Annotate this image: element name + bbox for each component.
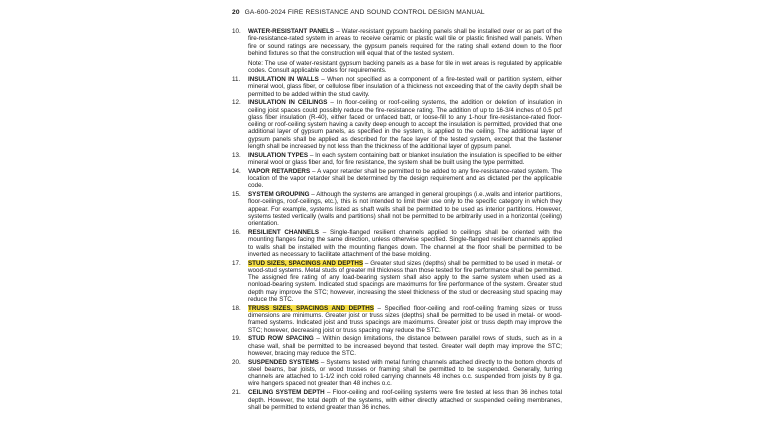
- item-number: 15.: [232, 191, 241, 199]
- item-content: [248, 335, 562, 357]
- item-title: INSULATION IN CEILINGS: [248, 99, 328, 107]
- page-number: 20: [232, 9, 240, 16]
- item-number: 12.: [232, 99, 241, 107]
- item-text: – In floor-ceiling or roof-ceiling systems, the addition or deletion of insulation in ceiling joist spaces could possibly reduce the fire-resistance rating. The addition of up to 16-3/4 inches of 0.5 pcf glass fiber insulation (R-40), either faced or unfaced batt, or loose-fill to any 1-hour fire-resistance-rated floor-ceiling or roof-ceiling system having a cavity deep enough to accept the insulation is permitted, provided that one additional layer of gypsum panels, as specified in the system, is applied to the ceiling. The additional layer of gypsum panels shall be applied as described for the face layer of the tested system, except that the fastener length shall be increased by not less than the thickness of the additional layer of gypsum panel.: [248, 99, 562, 150]
- item-title: CEILING SYSTEM DEPTH: [248, 389, 325, 397]
- item-number: 14.: [232, 167, 241, 175]
- list-item: [232, 359, 562, 388]
- item-text: – A vapor retarder shall be permitted to be added to any fire-resistance-rated system. The location of the vapor retarder shall be determined by the design requirement and as dictated per the applicable code.: [248, 167, 562, 190]
- list-item: [232, 305, 562, 334]
- item-content: [248, 305, 562, 334]
- item-title: RESILIENT CHANNELS: [248, 229, 320, 237]
- item-number: 10.: [232, 28, 241, 35]
- item-title: WATER-RESISTANT PANELS: [248, 28, 335, 35]
- item-content: [248, 76, 562, 98]
- item-title: STUD ROW SPACING: [248, 335, 314, 343]
- item-content: [248, 28, 562, 75]
- item-text: – Floor-ceiling and roof-ceiling systems were fire tested at less than 36 inches total depth. However, the total depth of the systems, with either directly attached or suspended ceiling membranes, shall be permitted to extend greater than 36 inches.: [248, 389, 562, 411]
- item-number: 13.: [232, 151, 241, 159]
- item-text: – When not specified as a component of a fire-tested wall or partition system, either mineral wool, glass fiber, or cellulose fiber insulation of a thickness not exceeding that of the cavity depth shall be permitted to be added within the stud cavity.: [248, 76, 562, 98]
- item-text: – Water-resistant gypsum backing panels shall be installed over or as part of the fire-resistance-rated system in areas to receive ceramic or plastic wall tile or plastic finished wall panels. When fire or sound ratings are necessary, the gypsum panels required for the rating shall extend down to the floor behind fixtures so that the construction will equal that of the tested system.: [248, 28, 563, 57]
- numbered-list: [232, 28, 562, 413]
- item-content: [248, 389, 562, 411]
- item-text: – Although the systems are arranged in general groupings (i.e.,walls and interior partitions, floor-ceilings, roof-ceilings, etc.), this is not intended to limit their use only to the specific category in which they appear. For example, systems listed as shaft walls shall be permitted to be used as interior partitions. However, systems tested vertically (walls and partitions) shall not be permitted to be arbitrarily used in a horizontal (ceiling) orientation.: [248, 191, 562, 228]
- item-content: [248, 99, 562, 150]
- highlighted-item-title: TRUSS SIZES, SPACINGS AND DEPTHS: [248, 304, 374, 312]
- item-note: Note: The use of water-resistant gypsum backing panels as a base for tile in wet areas is regulated by applicable codes. Consult applicable codes for requirements.: [248, 60, 562, 75]
- manual-title: GA-600-2024 FIRE RESISTANCE AND SOUND CONTROL DESIGN MANUAL: [244, 9, 485, 16]
- item-number: 20.: [232, 358, 241, 366]
- item-title: SYSTEM GROUPING: [248, 191, 310, 199]
- page-header: [232, 9, 485, 16]
- item-title: INSULATION TYPES: [248, 151, 309, 159]
- item-text: – Specified floor-ceiling and roof-ceiling framing sizes or truss dimensions are minimums. Greater joist or truss sizes (depths) shall be permitted to be used in metal- or wood-framed systems. Indicated joist and truss spacings are maximums. Greater joist or truss depth may improve the STC; however, decreasing joist or truss spacing may reduce the STC.: [248, 304, 563, 334]
- list-item: [232, 229, 562, 258]
- list-item: [232, 168, 562, 190]
- item-title: SUSPENDED SYSTEMS: [248, 358, 319, 366]
- item-number: 19.: [232, 335, 241, 343]
- list-item: [232, 152, 562, 167]
- item-content: [248, 152, 562, 167]
- list-item: [232, 99, 562, 150]
- item-title: INSULATION IN WALLS: [248, 76, 319, 84]
- list-item: [232, 28, 562, 75]
- highlighted-item-title: STUD SIZES, SPACINGS AND DEPTHS: [248, 259, 364, 267]
- item-number: 18.: [232, 304, 241, 312]
- item-number: 11.: [232, 76, 241, 84]
- list-item: [232, 260, 562, 304]
- item-text: – Single-flanged resilient channels applied to ceilings shall be oriented with the mounting flanges facing the same direction, unless otherwise specified. Single-flanged resilient channels applied to walls shall be installed with the mounting flanges down. The channel at the floor shall be permitted to be inverted as necessary to facilitate attachment of the base molding.: [248, 229, 562, 258]
- item-text: – Systems tested with metal furring channels attached directly to the bottom chords of steel beams, bar joists, or wood trusses or framing shall be permitted to be suspended. Generally, furring channels are attached to 1-1/2 inch cold rolled carrying channels 48 inches o.c. suspended from joists by 8 ga. wire hangers spaced not greater than 48 inches o.c.: [248, 358, 562, 388]
- item-number: 16.: [232, 229, 241, 237]
- list-item: [232, 389, 562, 411]
- list-item: [232, 191, 562, 227]
- item-text: – Within design limitations, the distance between parallel rows of studs, such as in a chase wall, shall be permitted to be increased beyond that tested. Greater wall depth may improve the STC; however, bracing may reduce the STC.: [248, 335, 562, 357]
- item-number: 21.: [232, 389, 241, 397]
- item-content: [248, 191, 562, 227]
- item-content: [248, 359, 562, 388]
- item-content: [248, 168, 562, 190]
- item-title: VAPOR RETARDERS: [248, 167, 311, 175]
- list-item: [232, 335, 562, 357]
- item-content: [248, 229, 562, 258]
- item-content: [248, 260, 562, 304]
- item-number: 17.: [232, 259, 241, 267]
- list-item: [232, 76, 562, 98]
- item-text: – In each system containing batt or blanket insulation the insulation is specified to be either mineral wool or glass fiber and, for fire resistance, the system shall be built using the type permitted.: [248, 151, 562, 167]
- item-text: – Greater stud sizes (depths) shall be permitted to be used in metal- or wood-stud systems. Metal studs of greater mil thickness than those tested for fire performance shall be permitted. The assigned fire rating of any load-bearing system shall also apply to the same system when used as a nonload-bearing system. Indicated stud spacings are maximums for fire performance of the system. Greater stud depth may improve the STC; however, increasing the steel thickness of the stud or decreasing stud spacing may reduce the STC.: [248, 259, 562, 303]
